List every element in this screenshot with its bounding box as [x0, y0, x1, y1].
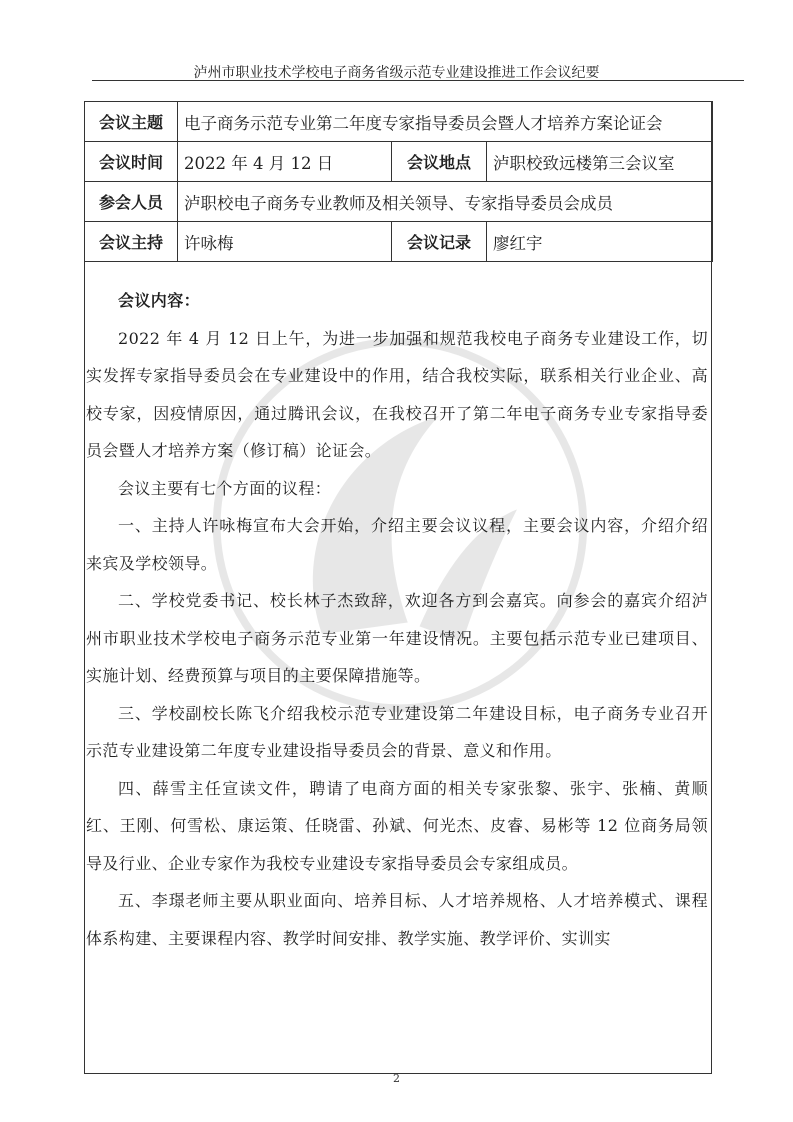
host-value: 许咏梅 [178, 222, 392, 262]
topic-row [85, 102, 713, 142]
content-paragraph: 会议主要有七个方面的议程： [118, 478, 332, 498]
content-paragraph: 一、主持人许咏梅宣布大会开始，介绍主要会议议程，主要会议内容，介绍介绍来宾及学校领导。 [86, 516, 708, 573]
content-paragraph: 三、学校副校长陈飞介绍我校示范专业建设第二年建设目标，电子商务专业召开示范专业建设第二年度专业建设指导委员会的背景、意义和作用。 [86, 703, 708, 760]
time-value: 2022 年 4 月 12 日 [178, 142, 392, 182]
header-rule [92, 80, 744, 81]
host-label: 会议主持 [85, 222, 178, 262]
recorder-label: 会议记录 [392, 222, 487, 262]
attendees-value: 泸职校电子商务专业教师及相关领导、专家指导委员会成员 [178, 182, 713, 222]
attendees-label: 参会人员 [85, 182, 178, 222]
host-recorder-row [85, 222, 713, 262]
attendees-row [85, 182, 713, 222]
page-number: 2 [393, 1072, 400, 1085]
topic-value: 电子商务示范专业第二年度专家指导委员会暨人才培养方案论证会 [178, 102, 713, 142]
content-paragraph: 二、学校党委书记、校长林子杰致辞，欢迎各方到会嘉宾。向参会的嘉宾介绍泸州市职业技术学校电子商务示范专业第一年建设情况。主要包括示范专业已建项目、实施计划、经费预算与项目的主要保障措施等。 [86, 591, 708, 685]
content-paragraph: 五、李璟老师主要从职业面向、培养目标、人才培养规格、人才培养模式、课程体系构建、主要课程内容、教学时间安排、教学实施、教学评价、实训实 [86, 891, 708, 948]
location-label: 会议地点 [392, 142, 487, 182]
topic-label: 会议主题 [85, 102, 178, 142]
page-header-title: 泸州市职业技术学校电子商务省级示范专业建设推进工作会议纪要 [193, 65, 600, 81]
recorder-value: 廖红宇 [487, 222, 713, 262]
meeting-info-table [84, 101, 713, 262]
content-paragraph: 四、薛雪主任宣读文件，聘请了电商方面的相关专家张黎、张宇、张楠、黄顺红、王刚、何雪松、康运策、任晓雷、孙斌、何光杰、皮睿、易彬等 12 位商务局领导及行业、企业专家作为我校专业建设专家指导委员会专家组成员。 [86, 778, 708, 873]
time-location-row [85, 142, 713, 182]
time-label: 会议时间 [85, 142, 178, 182]
location-value: 泸职校致远楼第三会议室 [487, 142, 713, 182]
content-paragraph: 2022 年 4 月 12 日上午，为进一步加强和规范我校电子商务专业建设工作，切实发挥专家指导委员会在专业建设中的作用，结合我校实际，联系相关行业企业、高校专家，因疫情原因，通过腾讯会议，在我校召开了第二年电子商务专业专家指导委员会暨人才培养方案（修订稿）论证会。 [86, 328, 708, 460]
content-heading: 会议内容： [118, 291, 201, 310]
meeting-content [86, 282, 708, 957]
